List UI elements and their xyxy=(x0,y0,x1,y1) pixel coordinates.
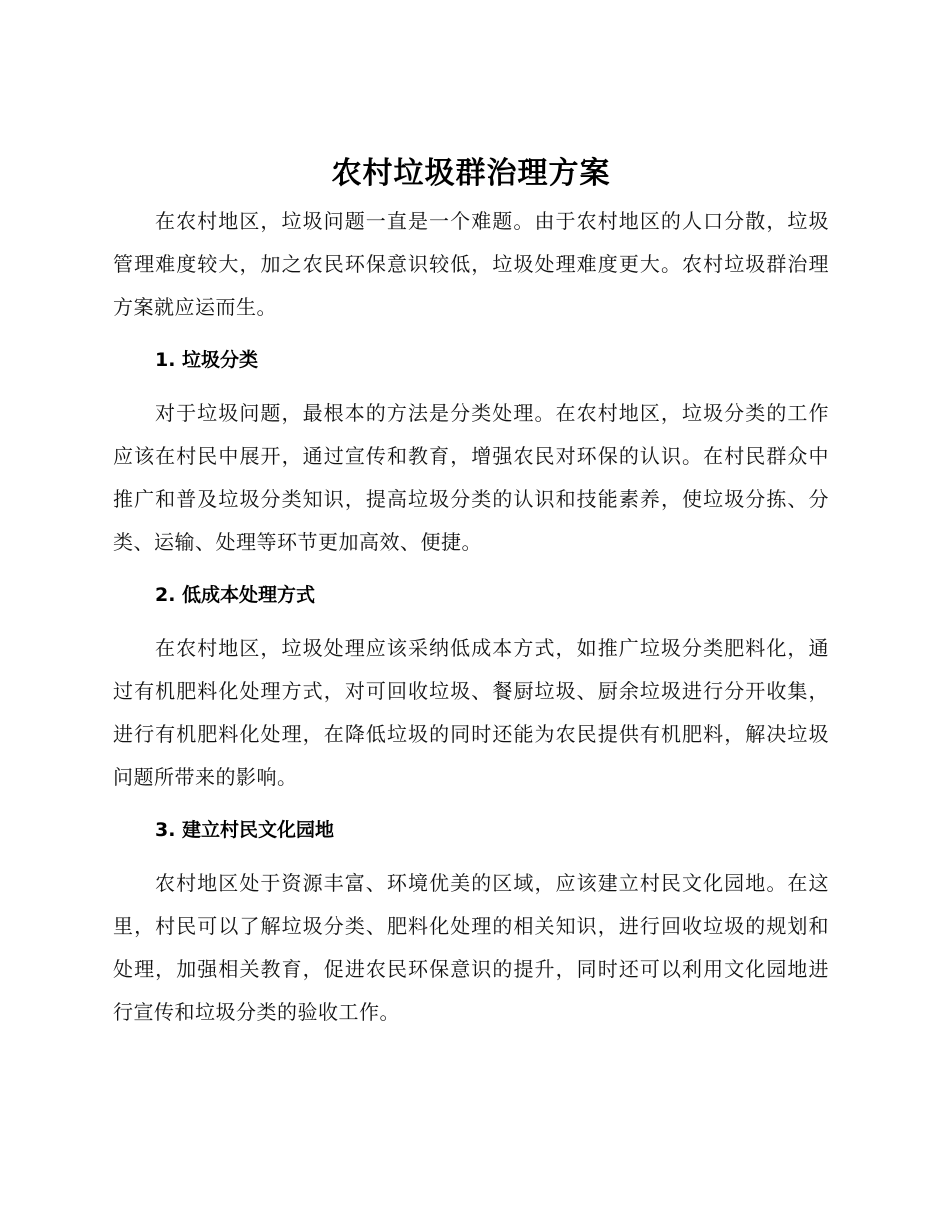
spacer xyxy=(113,564,829,574)
section-body-3: 农村地区处于资源丰富、环境优美的区域，应该建立村民文化园地。在这里，村民可以了解垃圾分类、肥料化处理的相关知识，进行回收垃圾的规划和处理，加强相关教育，促进农民环保意识的提升，同时还可以利用文化园地进行宣传和垃圾分类的验收工作。 xyxy=(113,871,829,1024)
section-heading-2: 2. 低成本处理方式 xyxy=(155,584,316,606)
document-title: 农村垃圾群治理方案 xyxy=(331,156,611,191)
section-body-1: 对于垃圾问题，最根本的方法是分类处理。在农村地区，垃圾分类的工作应该在村民中展开，通过宣传和教育，增强农民对环保的认识。在村民群众中推广和普及垃圾分类知识，提高垃圾分类的认识和技能素养，使垃圾分拣、分类、运输、处理等环节更加高效、便捷。 xyxy=(113,401,829,554)
spacer xyxy=(113,852,829,862)
document-content xyxy=(113,148,829,1034)
spacer xyxy=(113,617,829,627)
intro-paragraph: 在农村地区，垃圾问题一直是一个难题。由于农村地区的人口分散，垃圾管理难度较大，加之农民环保意识较低，垃圾处理难度更大。农村垃圾群治理方案就应运而生。 xyxy=(113,209,829,319)
spacer xyxy=(113,799,829,809)
section-heading-1: 1. 垃圾分类 xyxy=(155,349,259,371)
section-body-2: 在农村地区，垃圾处理应该采纳低成本方式，如推广垃圾分类肥料化，通过有机肥料化处理方式，对可回收垃圾、餐厨垃圾、厨余垃圾进行分开收集，进行有机肥料化处理，在降低垃圾的同时还能为农民提供有机肥料，解决垃圾问题所带来的影响。 xyxy=(113,636,829,789)
spacer xyxy=(113,382,829,392)
spacer xyxy=(113,329,829,339)
section-heading-3: 3. 建立村民文化园地 xyxy=(155,819,335,841)
